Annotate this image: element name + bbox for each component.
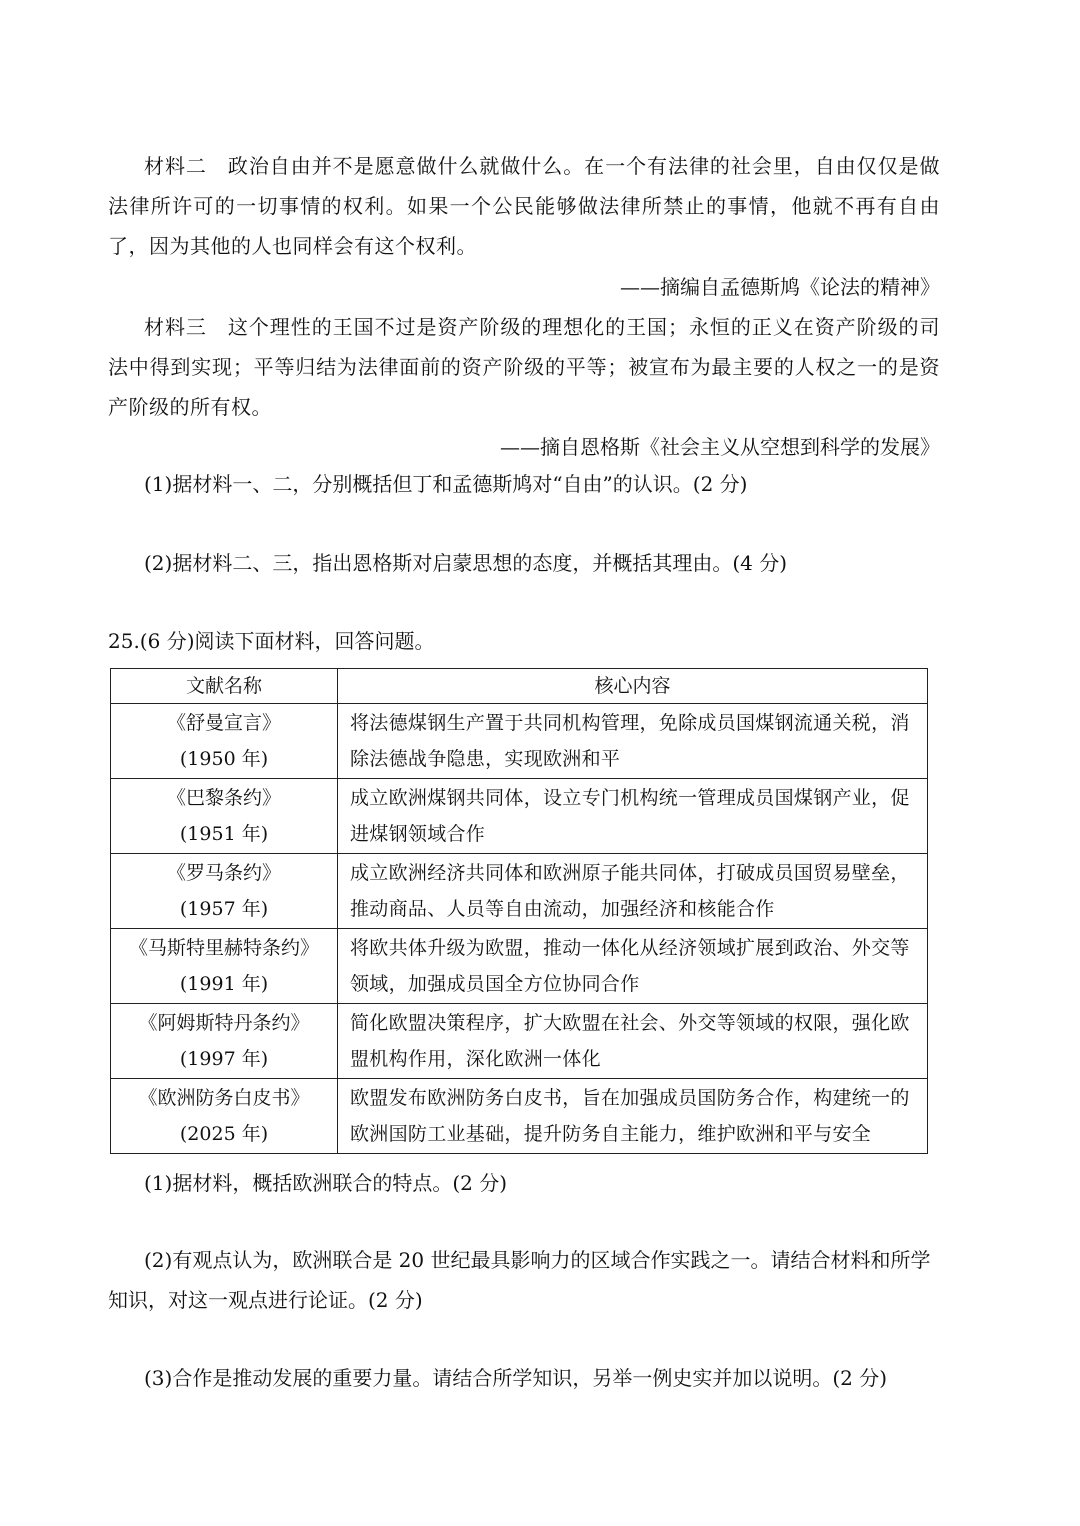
doc-name: 《舒曼宣言》 (166, 712, 281, 734)
material-3-label: 材料三 (144, 315, 207, 339)
doc-name: 《马斯特里赫特条约》 (128, 937, 319, 959)
doc-name: 《阿姆斯特丹条约》 (138, 1012, 310, 1034)
doc-year: (1997 年) (179, 1048, 269, 1070)
doc-year: (1950 年) (179, 748, 269, 770)
doc-content: 简化欧盟决策程序，扩大欧盟在社会、外交等领域的权限，强化欧盟机构作用，深化欧洲一体化 (338, 1004, 928, 1079)
table-row (111, 854, 928, 929)
doc-year: (1957 年) (179, 898, 269, 920)
document-table (110, 668, 928, 1154)
material-3-source: ——摘自恩格斯《社会主义从空想到科学的发展》 (500, 435, 940, 459)
doc-name: 《罗马条约》 (166, 862, 281, 884)
material-3-text: 这个理性的王国不过是资产阶级的理想化的王国；永恒的正义在资产阶级的司法中得到实现；平等归结为法律面前的资产阶级的平等；被宣布为最主要的人权之一的是资产阶级的所有权。 (108, 315, 941, 419)
doc-content: 将欧共体升级为欧盟，推动一体化从经济领域扩展到政治、外交等领域，加强成员国全方位协同合作 (338, 929, 928, 1004)
header-doc-name: 文献名称 (111, 669, 338, 704)
material-2-label: 材料二 (144, 154, 207, 178)
doc-name: 《欧洲防务白皮书》 (138, 1087, 310, 1109)
q25-sub2: (2)有观点认为，欧洲联合是 20 世纪最具影响力的区域合作实践之一。请结合材料和所学知识，对这一观点进行论证。(2 分) (108, 1248, 931, 1312)
doc-content: 成立欧洲经济共同体和欧洲原子能共同体，打破成员国贸易壁垒，推动商品、人员等自由流动，加强经济和核能合作 (338, 854, 928, 929)
table-row (111, 929, 928, 1004)
q25-sub3: (3)合作是推动发展的重要力量。请结合所学知识，另举一例史实并加以说明。(2 分) (144, 1366, 888, 1390)
doc-year: (2025 年) (179, 1123, 269, 1145)
table-header-row (111, 669, 928, 704)
doc-name-cell (111, 779, 338, 854)
doc-name-cell (111, 1004, 338, 1079)
doc-name-cell (111, 1079, 338, 1154)
q24-sub2: (2)据材料二、三，指出恩格斯对启蒙思想的态度，并概括其理由。(4 分) (144, 551, 788, 575)
q24-sub1: (1)据材料一、二，分别概括但丁和孟德斯鸠对“自由”的认识。(2 分) (144, 472, 748, 496)
table-row (111, 1004, 928, 1079)
doc-year: (1951 年) (179, 823, 269, 845)
material-2 (108, 146, 940, 266)
material-2-text: 政治自由并不是愿意做什么就做什么。在一个有法律的社会里，自由仅仅是做法律所许可的一切事情的权利。如果一个公民能够做法律所禁止的事情，他就不再有自由了，因为其他的人也同样会有这个权利。 (108, 154, 941, 258)
doc-name-cell (111, 929, 338, 1004)
doc-content: 欧盟发布欧洲防务白皮书，旨在加强成员国防务合作，构建统一的欧洲国防工业基础，提升防务自主能力，维护欧洲和平与安全 (338, 1079, 928, 1154)
header-core-content: 核心内容 (338, 669, 928, 704)
material-3 (108, 307, 940, 427)
doc-content: 将法德煤钢生产置于共同机构管理，免除成员国煤钢流通关税，消除法德战争隐患，实现欧洲和平 (338, 704, 928, 779)
doc-content: 成立欧洲煤钢共同体，设立专门机构统一管理成员国煤钢产业，促进煤钢领域合作 (338, 779, 928, 854)
material-2-source: ——摘编自孟德斯鸠《论法的精神》 (620, 275, 940, 299)
table-row (111, 1079, 928, 1154)
q25-sub1: (1)据材料，概括欧洲联合的特点。(2 分) (144, 1171, 508, 1195)
doc-name: 《巴黎条约》 (166, 787, 281, 809)
table-row (111, 704, 928, 779)
q25-heading: 25.(6 分)阅读下面材料，回答问题。 (108, 629, 435, 653)
doc-year: (1991 年) (179, 973, 269, 995)
table-row (111, 779, 928, 854)
doc-name-cell (111, 854, 338, 929)
doc-name-cell (111, 704, 338, 779)
